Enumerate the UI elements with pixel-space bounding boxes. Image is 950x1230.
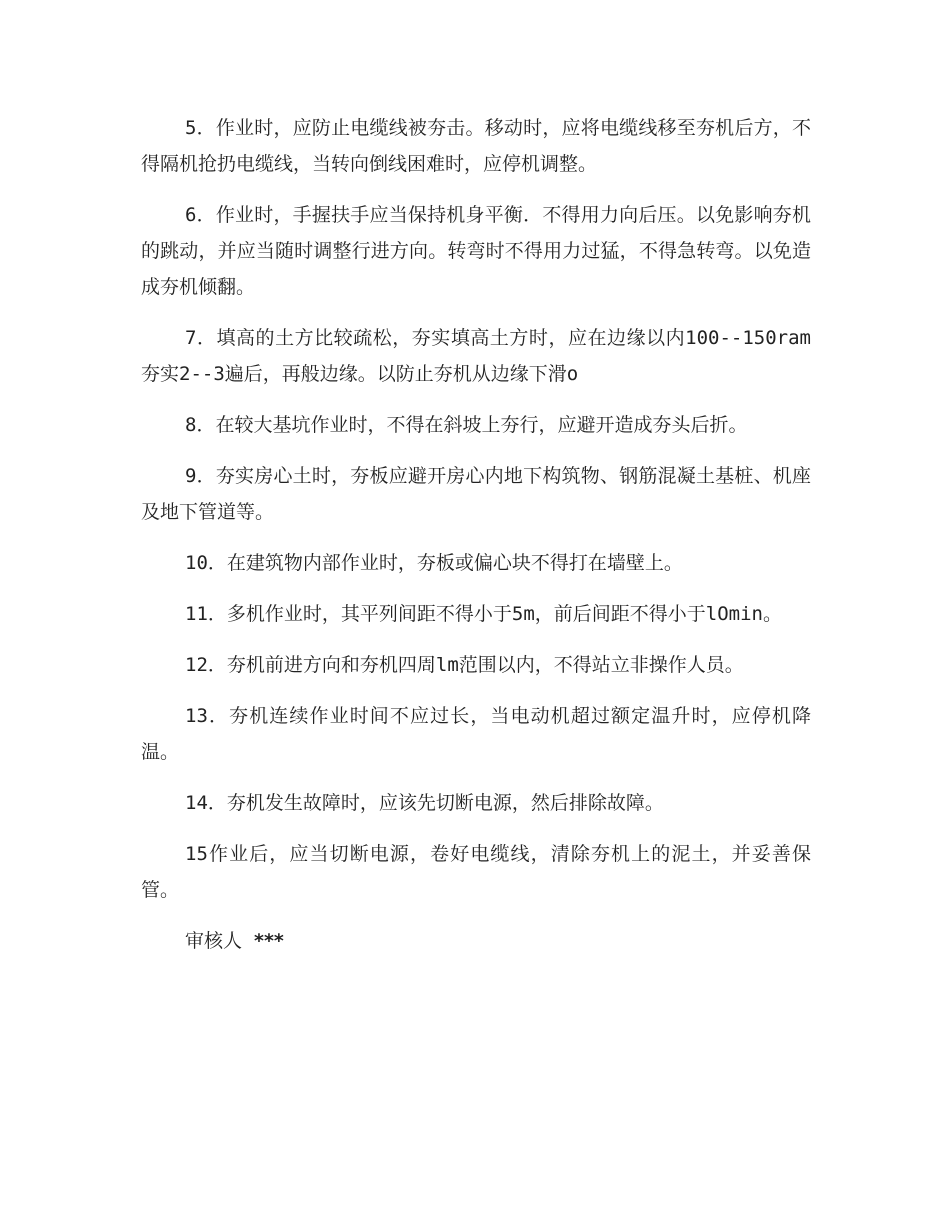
paragraph-9: 9．夯实房心土时，夯板应避开房心内地下构筑物、钢筋混凝土基桩、机座及地下管道等。 bbox=[141, 465, 811, 523]
document-body bbox=[141, 110, 811, 959]
reviewer-label: 审核人 bbox=[185, 930, 243, 952]
paragraph-15: 15作业后，应当切断电源，卷好电缆线，清除夯机上的泥土，并妥善保管。 bbox=[141, 843, 811, 901]
paragraph-14: 14．夯机发生故障时，应该先切断电源，然后排除故障。 bbox=[185, 792, 664, 814]
paragraph-13: 13．夯机连续作业时间不应过长，当电动机超过额定温升时，应停机降温。 bbox=[141, 705, 811, 763]
paragraph-12: 12．夯机前进方向和夯机四周lm范围以内，不得站立非操作人员。 bbox=[185, 654, 744, 676]
paragraph-8: 8．在较大基坑作业时，不得在斜坡上夯行，应避开造成夯头后折。 bbox=[185, 414, 748, 436]
reviewer-line bbox=[141, 923, 811, 959]
paragraph-7: 7．填高的土方比较疏松，夯实填高土方时，应在边缘以内100--150ram夯实2--3遍后，再般边缘。以防止夯机从边缘下滑o bbox=[141, 327, 811, 385]
paragraph-10: 10．在建筑物内部作业时，夯板或偏心块不得打在墙壁上。 bbox=[185, 552, 683, 574]
reviewer-value: *** bbox=[254, 930, 284, 952]
paragraph-11: 11．多机作业时，其平列间距不得小于5m，前后间距不得小于lOmin。 bbox=[185, 603, 782, 625]
paragraph-6: 6．作业时，手握扶手应当保持机身平衡．不得用力向后压。以免影响夯机的跳动，并应当随时调整行进方向。转弯时不得用力过猛，不得急转弯。以免造成夯机倾翻。 bbox=[141, 204, 811, 298]
paragraph-5: 5．作业时，应防止电缆线被夯击。移动时，应将电缆线移至夯机后方，不得隔机抢扔电缆线，当转向倒线困难时，应停机调整。 bbox=[141, 117, 811, 175]
